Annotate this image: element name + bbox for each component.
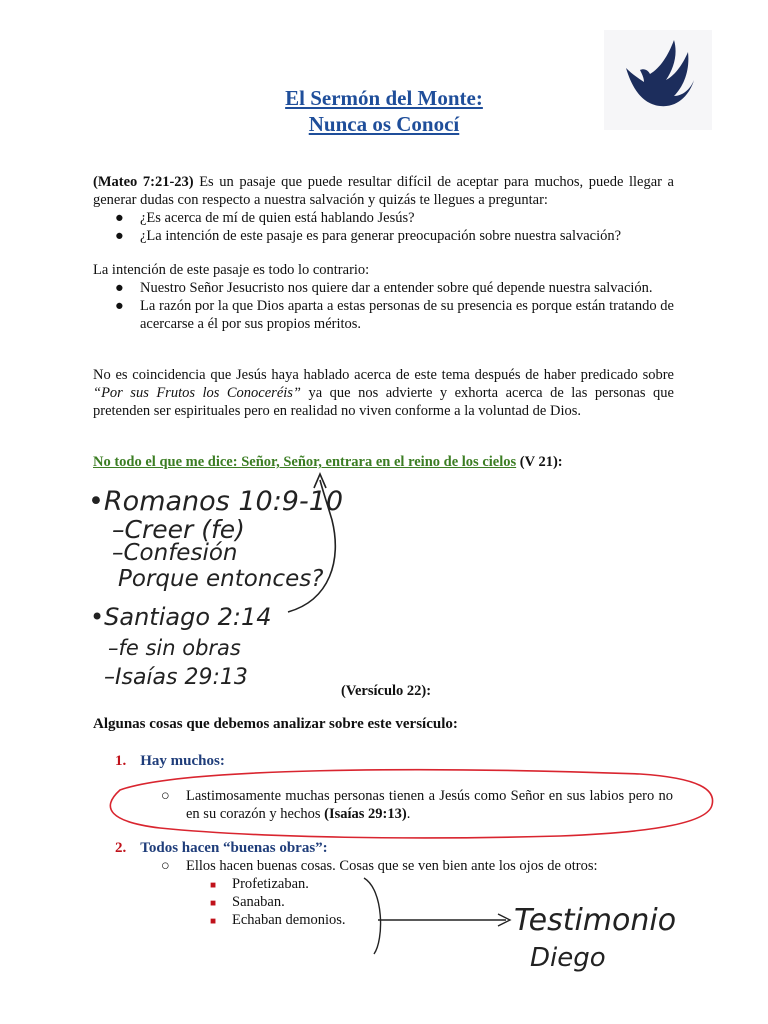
handwritten-line: –Confesión — [112, 540, 238, 566]
handwritten-line: –Isaías 29:13 — [104, 665, 248, 690]
intro-paragraph — [93, 173, 674, 209]
analysis-title: Algunas cosas que debemos analizar sobre este versículo: — [93, 716, 458, 732]
square-bullet-icon: ■ — [210, 916, 217, 927]
coincidence-paragraph — [93, 366, 674, 420]
handwritten-line: •Santiago 2:14 — [90, 603, 272, 631]
item-text: Echaban demonios. — [232, 912, 346, 928]
handwritten-line: –Creer (fe) — [112, 515, 245, 544]
coincidence-italic: “Por sus Frutos los Conoceréis” — [93, 385, 301, 401]
bullet-text: ¿Es acerca de mí de quien está hablando Jesús? — [140, 210, 415, 226]
intent-paragraph: La intención de este pasaje es todo lo contrario: — [93, 262, 370, 278]
square-bullet-icon: ■ — [210, 880, 217, 891]
bullet-text: Nuestro Señor Jesucristo nos quiere dar a entender sobre qué depende nuestra salvación. — [140, 280, 653, 296]
handwritten-note: Testimonio — [514, 903, 677, 938]
circle-bullet: ○ — [161, 788, 170, 804]
verse21-heading — [93, 453, 674, 471]
point-2-heading — [115, 839, 328, 857]
point-title: Hay muchos: — [140, 753, 225, 769]
list-item — [210, 893, 285, 913]
document-title-line2: Nunca os Conocí — [308, 112, 460, 136]
list-item: ● ¿Es acerca de mí de quien está hablando Jesús? — [115, 210, 415, 226]
bullet-text: ¿La intención de este pasaje es para generar preocupación sobre nuestra salvación? — [140, 228, 622, 244]
handwritten-line: •Romanos 10:9-10 — [88, 486, 344, 517]
document-title-line1: El Sermón del Monte: — [285, 86, 483, 110]
point-1-heading — [115, 752, 225, 770]
list-item: ● ¿La intención de este pasaje es para generar preocupación sobre nuestra salvación? — [115, 228, 622, 244]
verse21-green-text: No todo el que me dice: Señor, Señor, entrara en el reino de los cielos — [93, 454, 517, 470]
square-bullet-icon: ■ — [210, 898, 217, 909]
handwritten-note: Diego — [530, 943, 606, 973]
point-1-text — [186, 787, 673, 823]
intro-bullet-list — [93, 209, 674, 245]
handwritten-line: –fe sin obras — [108, 636, 241, 660]
verse22-label: (Versículo 22): — [341, 683, 432, 699]
point-2-text: Ellos hacen buenas cosas. Cosas que se ven bien ante los ojos de otros: — [186, 858, 598, 874]
list-item: ● Nuestro Señor Jesucristo nos quiere dar a entender sobre qué depende nuestra salvación. — [115, 280, 653, 296]
list-item — [210, 911, 346, 931]
intro-text: Es un pasaje que puede resultar difícil de aceptar para muchos, puede llegar a generar dudas con respecto a nuestra salvación y quizás te llegues a preguntar: — [93, 174, 674, 208]
list-item: ● La razón por la que Dios aparta a estas personas de su presencia es porque están tratando de acercarse a él por sus propios méritos. — [115, 298, 674, 332]
item-text: Profetizaban. — [232, 876, 309, 892]
coincidence-text-2: ya que nos advierte y exhorta acerca de las personas que pretenden ser espirituales pero en realidad no viven conforme a la voluntad de Dios. — [93, 385, 674, 419]
point-number: 1. — [115, 753, 127, 769]
intro-reference: (Mateo 7:21-23) — [93, 174, 194, 190]
point-number: 2. — [115, 840, 127, 856]
verse21-suffix: (V 21): — [516, 454, 563, 470]
handwritten-line: Porque entonces? — [118, 566, 324, 592]
list-item — [210, 875, 309, 895]
point-1-ref: (Isaías 29:13) — [324, 806, 407, 822]
item-text: Sanaban. — [232, 894, 285, 910]
circle-bullet: ○ — [161, 858, 170, 874]
coincidence-text-1: No es coincidencia que Jesús haya hablado acerca de este tema después de haber predicado sobre — [93, 367, 674, 383]
point-title: Todos hacen “buenas obras”: — [140, 840, 328, 856]
bullet-text: La razón por la que Dios aparta a estas personas de su presencia es porque están tratando de acercarse a él por sus propios méritos. — [140, 298, 674, 332]
point-1-end: . — [406, 806, 411, 822]
intent-bullet-list — [93, 279, 674, 333]
point-1-body: Lastimosamente muchas personas tienen a Jesús como Señor en sus labios pero no en su corazón y hechos — [186, 788, 673, 822]
